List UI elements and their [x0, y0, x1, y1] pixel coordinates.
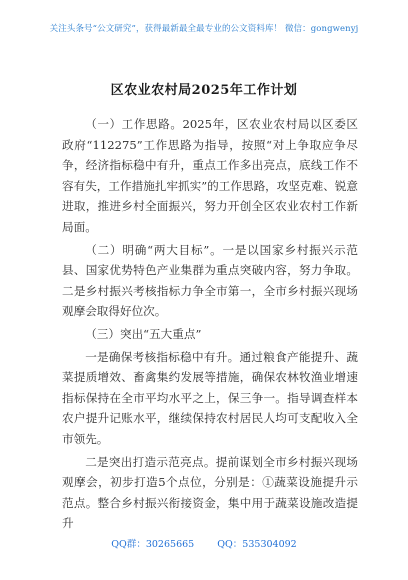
section-heading-five-priorities: （三）突出“五大重点” — [85, 326, 202, 341]
footer-qq-group: QQ群：30265665 — [111, 539, 195, 550]
footer-qq-number: QQ：535304092 — [217, 539, 297, 550]
paragraph-two-goals: （二）明确“两大目标”。一是以国家乡村振兴示范县、国家优势特色产业集群为重点突破内容，努力争取。二是乡村振兴考核指标力争全市第一，全市乡村振兴现场观摩会取得好位次。 — [62, 242, 358, 319]
footer-contact — [0, 536, 408, 550]
header-promo-note: 关注头条号“公文研究”，获得最新最全最专业的公文资料库！ 微信：gongwenyj — [49, 24, 359, 34]
document-title: 区农业农村局2025年工作计划 — [110, 83, 298, 98]
paragraph-priority-one: 一是确保考核指标稳中有升。通过粮食产能提升、蔬菜提质增效、畜禽集约发展等措施，确保农林牧渔业增速指标保持在全市平均水平之上，保三争一。指导调查样本农户提升记账水平，继续保持农村居民人均可支配收入全市领先。 — [62, 349, 358, 446]
paragraph-priority-two: 二是突出打造示范亮点。提前谋划全市乡村振兴现场观摩会，初步打造5个点位，分别是：①蔬菜设施提升示范点。整合乡村振兴衔接资金，集中用于蔬菜设施改造提升 — [62, 454, 358, 531]
document-body — [62, 114, 358, 536]
paragraph-work-approach: （一）工作思路。2025年，区农业农村局以区委区政府“112275”工作思路为指导，按照“对上争取应争尽争，经济指标稳中有升，重点工作多出亮点，底线工作不容有失，工作措施扎牢抓实”的工作思路，攻坚克难、锐意进取，推进乡村全面振兴，努力开创全区农业农村工作新局面。 — [62, 117, 358, 234]
